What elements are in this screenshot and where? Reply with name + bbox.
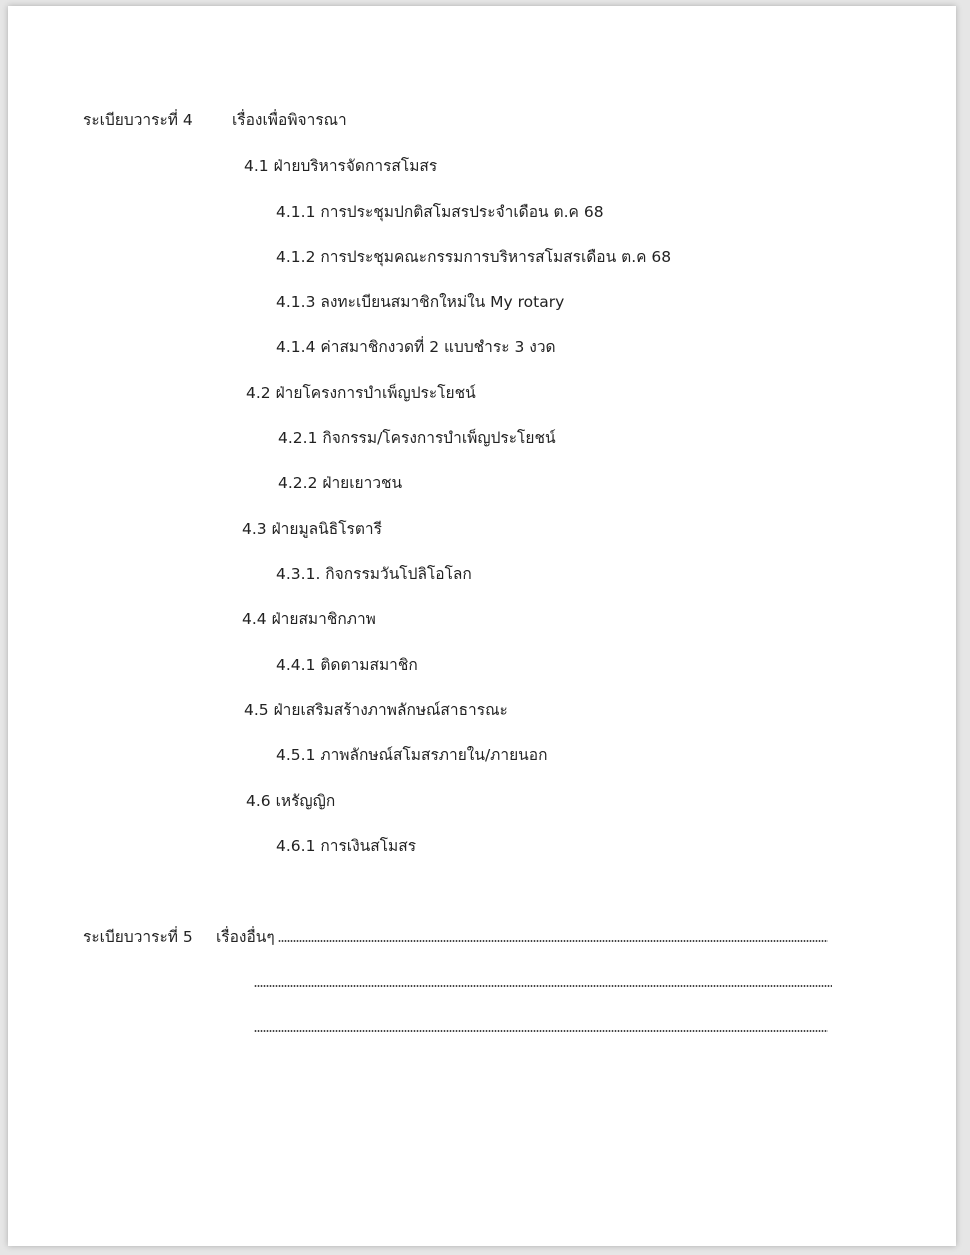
section-item: 4.2.2 ฝ่ายเยาวชน [278, 474, 403, 492]
dotted-fill-line [278, 940, 828, 942]
section-item: 4.1.2 การประชุมคณะกรรมการบริหารสโมสรเดือน ต.ค 68 [276, 248, 672, 266]
section-heading: 4.6 เหรัญญิก [246, 792, 336, 810]
section-heading: 4.5 ฝ่ายเสริมสร้างภาพลักษณ์สาธารณะ [244, 701, 508, 719]
section-item: 4.6.1 การเงินสโมสร [276, 837, 417, 855]
agenda-4-title: เรื่องเพื่อพิจารณา [232, 111, 347, 129]
dotted-fill-line [254, 985, 832, 987]
section-item: 4.5.1 ภาพลักษณ์สโมสรภายใน/ภายนอก [276, 746, 548, 764]
section-item: 4.3.1. กิจกรรมวันโปลิโอโลก [276, 565, 472, 583]
agenda-5-title: เรื่องอื่นๆ [216, 928, 275, 946]
section-heading: 4.3 ฝ่ายมูลนิธิโรตารี [242, 520, 382, 538]
agenda-5-label: ระเบียบวาระที่ 5 [83, 928, 193, 946]
document-page [8, 6, 956, 1246]
section-item: 4.1.4 ค่าสมาชิกงวดที่ 2 แบบชำระ 3 งวด [276, 338, 556, 356]
section-item: 4.2.1 กิจกรรม/โครงการบำเพ็ญประโยชน์ [278, 429, 556, 447]
section-heading: 4.2 ฝ่ายโครงการบำเพ็ญประโยชน์ [246, 384, 476, 402]
agenda-4-label: ระเบียบวาระที่ 4 [83, 111, 193, 129]
section-heading: 4.4 ฝ่ายสมาชิกภาพ [242, 610, 376, 628]
section-item: 4.4.1 ติดตามสมาชิก [276, 656, 418, 674]
section-heading: 4.1 ฝ่ายบริหารจัดการสโมสร [244, 157, 438, 175]
section-item: 4.1.3 ลงทะเบียนสมาชิกใหม่ใน My rotary [276, 293, 565, 311]
section-item: 4.1.1 การประชุมปกติสโมสรประจำเดือน ต.ค 68 [276, 203, 604, 221]
dotted-fill-line [254, 1030, 828, 1032]
